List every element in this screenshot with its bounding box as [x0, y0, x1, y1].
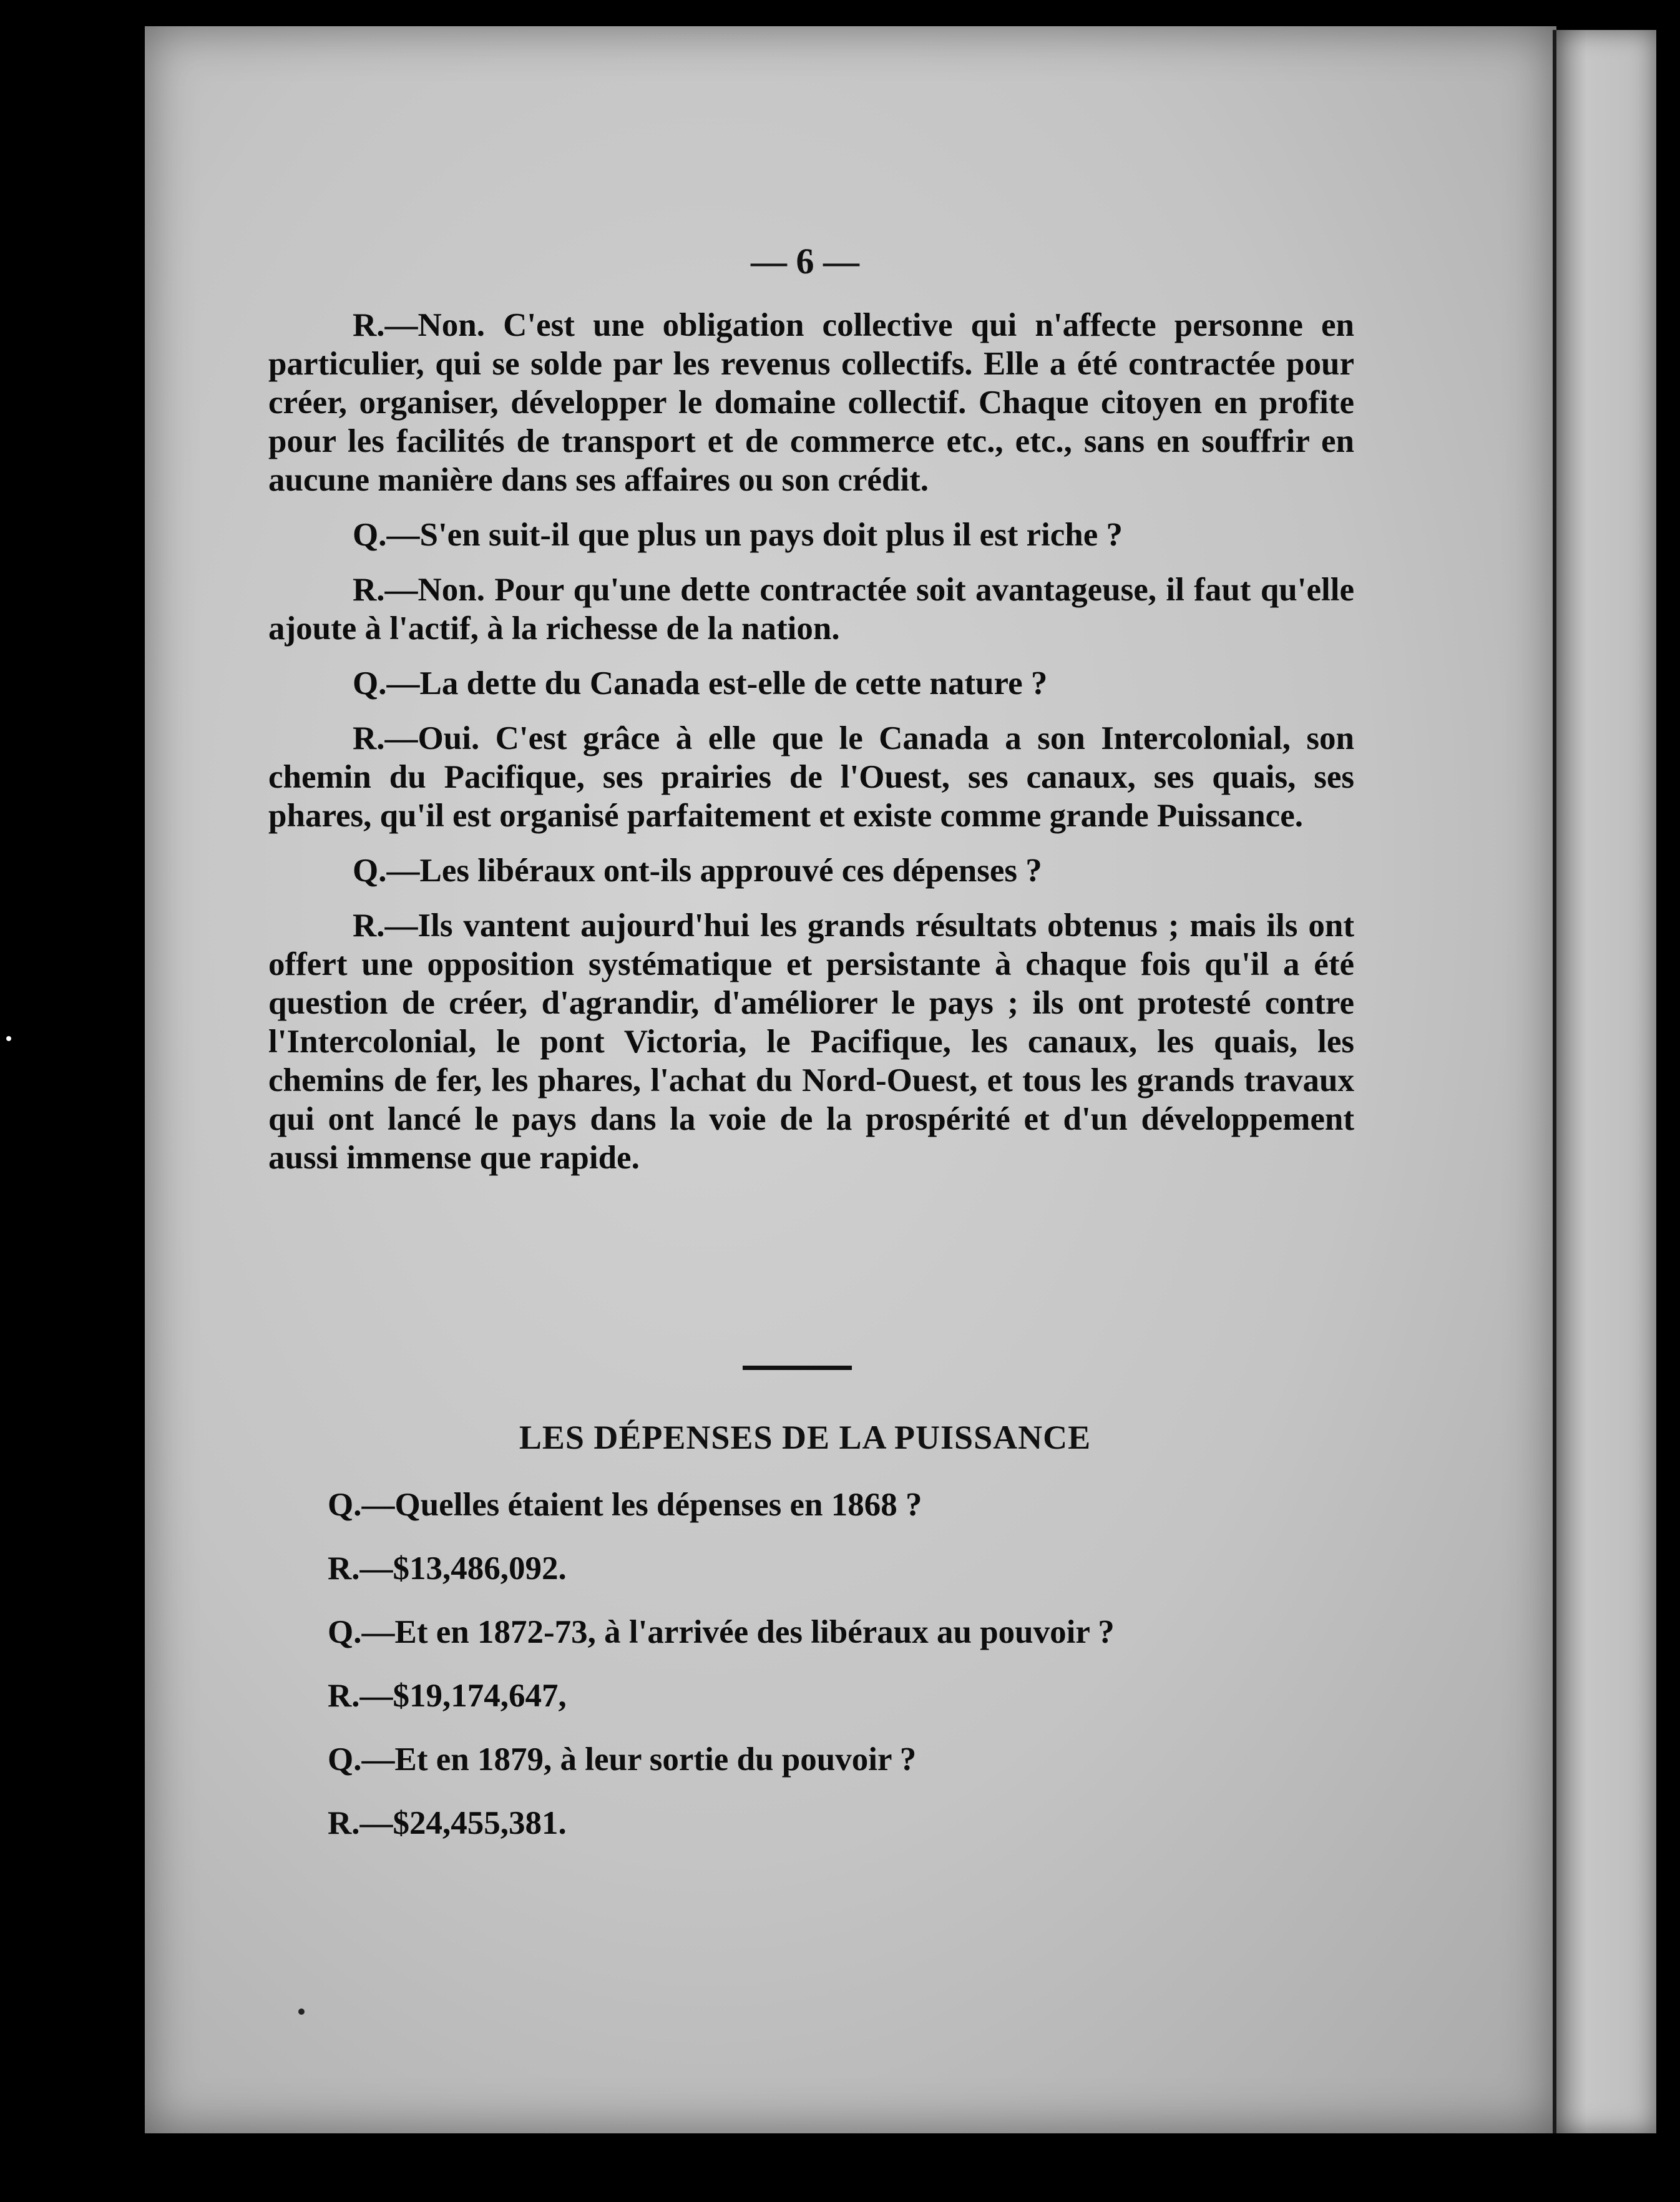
qa-question-1879: Q.—Et en 1879, à leur sortie du pouvoir ? — [328, 1741, 917, 1778]
paragraph-answer-debt: R.—Non. C'est une obligation collective qui n'affecte personne en particulier, qui se solde par les revenus collectifs. Elle a été contractée pour créer, organiser, développer le domaine collectif. Chaque citoyen en profite pour les facilités de transport et de commerce etc., etc., sans en souffrir en aucune manière dans ses affaires ou son crédit. — [268, 307, 1354, 498]
section-divider — [743, 1366, 852, 1370]
scan-speck — [298, 2009, 305, 2015]
expenses-qa-list — [328, 1485, 1364, 1867]
paragraph-answer-liberals: R.—Ils vantent aujourd'hui les grands résultats obtenus ; mais ils ont offert une opposition systématique et persistante à chaque fois qu'il a été question de créer, d'agrandir, d'améliorer le pays ; ils ont protesté contre l'Intercolonial, le pont Victoria, le Pacifique, les canaux, les quais, les chemins de fer, les phares, l'achat du Nord-Ouest, et tous les grands travaux qui ont lancé le pays dans la voie de la prospérité et d'un développement aussi immense que rapide. — [268, 908, 1354, 1176]
qa-question-1872: Q.—Et en 1872-73, à l'arrivée des libéraux au pouvoir ? — [328, 1614, 1115, 1650]
paragraph-answer-advantage: R.—Non. Pour qu'une dette contractée soit avantageuse, il faut qu'elle ajoute à l'actif, à la richesse de la nation. — [268, 572, 1354, 647]
paragraph-answer-canada: R.—Oui. C'est grâce à elle que le Canada a son Intercolonial, son chemin du Pacifique, ses prairies de l'Ouest, ses canaux, ses quais, ses phares, qu'il est organisé parfaitement et existe comme grande Puissance. — [268, 720, 1354, 834]
scan-speck — [6, 1036, 11, 1041]
facing-page-edge — [1556, 30, 1656, 2133]
section-heading: LES DÉPENSES DE LA PUISSANCE — [519, 1419, 1092, 1456]
paragraph-question-liberals: Q.—Les libéraux ont-ils approuvé ces dépenses ? — [353, 853, 1042, 889]
page-number: — 6 — — [751, 241, 859, 281]
qa-answer-1879: R.—$24,455,381. — [328, 1805, 567, 1841]
body-text — [268, 306, 1354, 1193]
paragraph-question-canada: Q.—La dette du Canada est-elle de cette nature ? — [353, 665, 1048, 702]
qa-question-1868: Q.—Quelles étaient les dépenses en 1868 ? — [328, 1487, 922, 1523]
paragraph-question-rich: Q.—S'en suit-il que plus un pays doit plus il est riche ? — [353, 517, 1123, 553]
qa-answer-1868: R.—$13,486,092. — [328, 1550, 567, 1587]
qa-answer-1872: R.—$19,174,647, — [328, 1678, 567, 1714]
